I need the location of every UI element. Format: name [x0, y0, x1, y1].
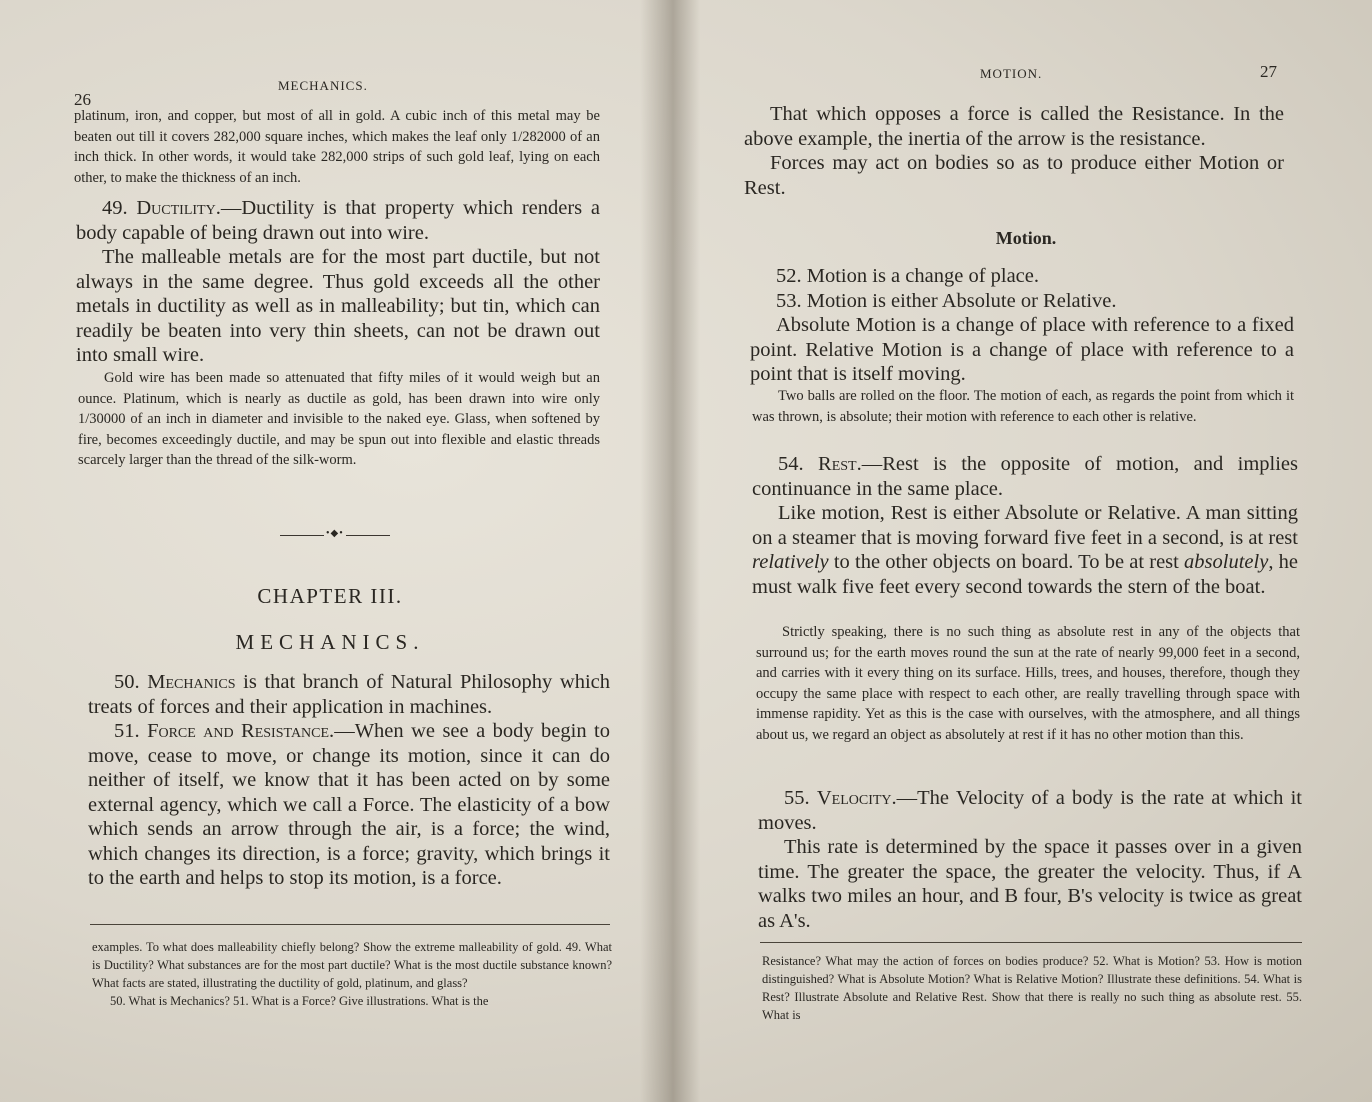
- para-heading: Velocity.: [816, 787, 897, 809]
- para-number: 49.: [102, 197, 128, 219]
- para-text: Like motion, Rest is either Absolute or Relative. A man sitting on a steamer that is moving forward five feet in a second, is at rest: [752, 502, 1298, 549]
- footnote-rule: [760, 942, 1302, 943]
- text-block: [758, 786, 1302, 933]
- para-text: —When we see a body begin to move, cease to move, or change its motion, since it can do neither of itself, we know that it has been acted on by some external agency, which we call a Force. The elasticity of a bow which sends an arrow through the air, is a force; the wind, which changes its direction, is a force; gravity, which brings it to the earth and helps to stop its motion, is a force.: [88, 720, 611, 889]
- para-text: —Rest is the opposite of motion, and implies continuance in the same place.: [752, 453, 1298, 500]
- text-block: [750, 264, 1294, 387]
- text-block: [78, 368, 600, 471]
- paragraph-51: [88, 719, 610, 891]
- chapter-title: MECHANICS.: [235, 630, 425, 654]
- paragraph-small: Two balls are rolled on the floor. The motion of each, as regards the point from which it was thrown, is absolute; their motion with reference to each other is relative.: [752, 388, 1294, 425]
- para-text: , he must walk five feet every second towards the stern of the boat.: [752, 551, 1298, 598]
- section-heading: Motion.: [995, 228, 1057, 248]
- footnote-text: 50. What is Mechanics? 51. What is a Force? Give illustrations. What is the: [110, 994, 489, 1008]
- paragraph-small: Gold wire has been made so attenuated that fifty miles of it would weigh but an ounce. Platinum, which is nearly as ductile as gold, has been drawn into wire only 1/30000 of an inch in diameter and invisible to the naked eye. Glass, when softened by fire, becomes exceedingly ductile, and may be spun out into flexible and elastic threads scarcely larger than the thread of the silk-worm.: [78, 370, 600, 468]
- footnote: [92, 938, 612, 1010]
- paragraph-49b: The malleable metals are for the most part ductile, but not always in the same degree. Thus gold exceeds all the other metals in ductility as well as in malleability; but tin, which can readily be beaten into very thin sheets, can not be drawn out into small wire.: [76, 246, 600, 366]
- para-heading: Force and Resistance.: [147, 720, 335, 742]
- paragraph-absolute: Absolute Motion is a change of place with reference to a fixed point. Relative Motion is a change of place with reference to a point that is itself moving.: [750, 314, 1294, 385]
- text-block: [88, 670, 610, 891]
- page-number: 27: [1260, 62, 1277, 81]
- paragraph-53: 53. Motion is either Absolute or Relative.: [776, 289, 1117, 312]
- paragraph-resistance: That which opposes a force is called the Resistance. In the above example, the inertia of the arrow is the resistance.: [744, 103, 1284, 150]
- paragraph-forces: Forces may act on bodies so as to produce either Motion or Rest.: [744, 152, 1284, 199]
- text-block: [744, 102, 1284, 200]
- footnote-rule: [90, 924, 610, 925]
- footnote: [762, 952, 1302, 1024]
- text-block: [74, 106, 600, 188]
- para-heading: Rest.: [818, 453, 862, 475]
- para-heading: Ductility.: [136, 197, 221, 219]
- para-heading: Mechanics: [147, 671, 236, 693]
- para-text: to the other objects on board. To be at rest: [828, 551, 1185, 573]
- emphasis: relatively: [752, 551, 829, 573]
- paragraph-small: Strictly speaking, there is no such thing as absolute rest in any of the objects that surround us; for the earth moves round the sun at the rate of nearly 99,000 feet in a second, and carries with it every thing on its surface. Hills, trees, and houses, therefore, though they occupy the same place with respect to each other, are really travelling through space with immense rapidity. Yet as this is the case with ourselves, with the atmosphere, and all things about us, we regard an object as absolutely at rest if it has no other motion than this.: [756, 624, 1300, 743]
- paragraph-49: [76, 196, 600, 245]
- divider-line: [280, 535, 324, 536]
- ornamental-divider: [280, 528, 390, 540]
- para-number: 54.: [778, 453, 804, 475]
- running-head: MECHANICS.: [278, 78, 368, 93]
- divider-line: [346, 535, 390, 536]
- text-block: [752, 452, 1298, 599]
- running-head: MOTION.: [980, 66, 1043, 81]
- divider-ornament: •◆•: [326, 528, 344, 539]
- emphasis: absolutely: [1184, 551, 1269, 573]
- paragraph-small: platinum, iron, and copper, but most of all in gold. A cubic inch of this metal may be beaten out till it covers 282,000 square inches, which makes the leaf only 1/282000 of an inch thick. In other words, it would take 282,000 strips of such gold leaf, lying on each other, to make the thickness of an inch.: [74, 108, 600, 186]
- para-text: —The Velocity of a body is the rate at which it moves.: [758, 787, 1303, 834]
- text-block: [76, 196, 600, 368]
- para-number: 51.: [114, 720, 140, 742]
- left-page: [0, 0, 660, 1102]
- text-block: [756, 622, 1300, 745]
- para-number: 50.: [114, 671, 140, 693]
- footnote-text: examples. To what does malleability chiefly belong? Show the extreme malleability of gold. 49. What is Ductility? What substances are for the most part ductile? What is the most ductile substance known? What facts are stated, illustrating the ductility of gold, platinum, and glass?: [92, 940, 612, 990]
- para-number: 55.: [784, 787, 810, 809]
- paragraph-like-motion: [752, 501, 1298, 599]
- para-text: —Ductility is that property which renders a body capable of being drawn out into wire.: [76, 197, 600, 244]
- page-number: 26: [74, 90, 91, 109]
- chapter-number: CHAPTER III.: [257, 584, 403, 608]
- footnote-text: Resistance? What may the action of forces on bodies produce? 52. What is Motion? 53. How is motion distinguished? What is Absolute Motion? What is Relative Motion? Illustrate these definitions. 54. What is Rest? Illustrate Absolute and Relative Rest. Show that there is really no such thing as absolute rest. 55. What is: [762, 954, 1302, 1022]
- para-text: is that branch of Natural Philosophy which treats of forces and their application in machines.: [88, 671, 611, 718]
- paragraph-55: [758, 786, 1302, 835]
- text-block: [752, 386, 1294, 427]
- paragraph-50: [88, 670, 610, 719]
- paragraph-52: 52. Motion is a change of place.: [776, 265, 1040, 287]
- paragraph-rate: This rate is determined by the space it passes over in a given time. The greater the space, the greater the velocity. Thus, if A walks two miles an hour, and B four, B's velocity is twice as great as A's.: [758, 836, 1302, 932]
- paragraph-54: [752, 452, 1298, 501]
